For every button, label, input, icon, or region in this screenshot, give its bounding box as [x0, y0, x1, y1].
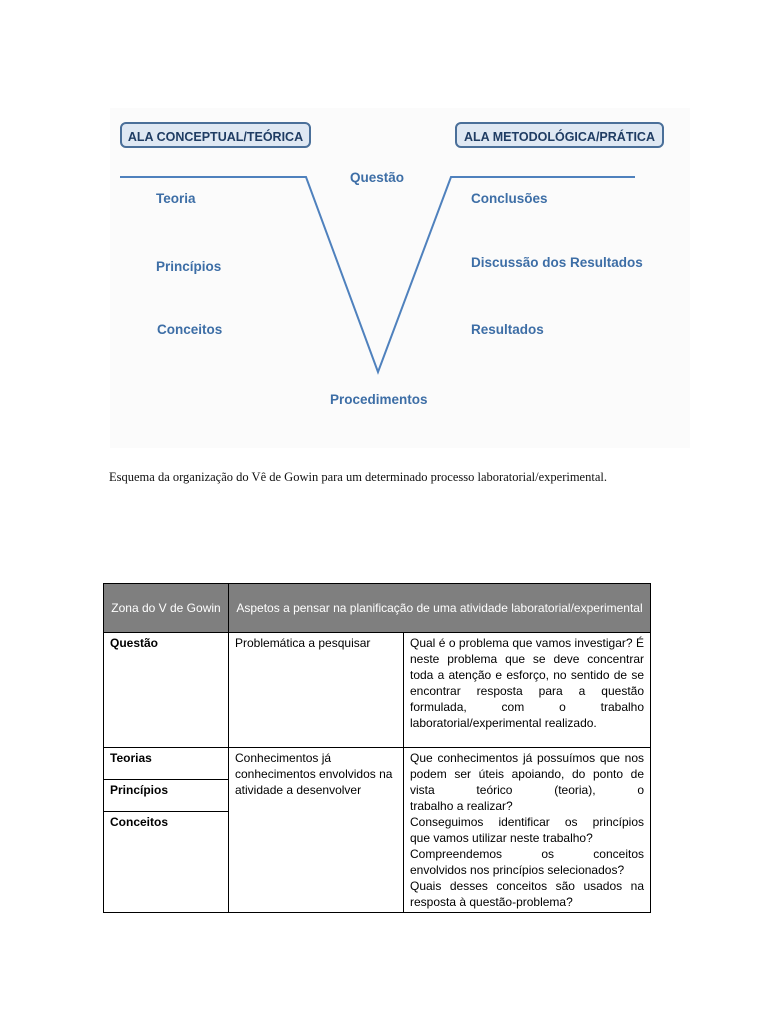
- right-item-discussion: Discussão dos Resultados: [471, 255, 643, 270]
- question-text: laboratorial/experimental realizado.: [410, 716, 597, 730]
- left-item-concepts: Conceitos: [157, 322, 223, 337]
- question-cell: [404, 633, 651, 748]
- figure-caption: Esquema da organização do Vê de Gowin para um determinado processo laboratorial/experimental.: [109, 470, 607, 484]
- zone-cell-question: Questão: [104, 633, 229, 748]
- question-text: envolvidos nos princípios selecionados?: [410, 863, 625, 877]
- table-header-row: [104, 584, 651, 633]
- zone-cell-theories: Teorias: [104, 748, 228, 780]
- question-text: Compreendemos os conceitos: [410, 847, 644, 861]
- zone-cell-concepts: Conceitos: [110, 815, 169, 829]
- aspect-cell: Problemática a pesquisar: [229, 633, 404, 748]
- gowin-planning-table: [103, 583, 651, 913]
- gowin-v-diagram: [110, 108, 690, 448]
- left-heading-box: ALA CONCEPTUAL/TEÓRICA: [120, 122, 311, 148]
- procedures-label: Procedimentos: [330, 392, 428, 407]
- question-text: Quais desses conceitos são usados na: [410, 879, 644, 893]
- question-text: Que conhecimentos já possuímos que nos podem ser úteis apoiando, do ponto de vista teórico (teoria), o: [410, 751, 644, 797]
- right-item-conclusions: Conclusões: [471, 191, 548, 206]
- question-text: Qual é o problema que vamos investigar? É neste problema que se deve concentrar toda a atenção e esforço, no sentido de se encontrar resposta para a questão formulada, com o trabalho: [410, 636, 644, 714]
- question-text: resposta à questão-problema?: [410, 895, 573, 909]
- table-row: [104, 748, 651, 913]
- header-zone: Zona do V de Gowin: [104, 584, 229, 633]
- question-cell: [404, 748, 651, 913]
- left-item-theory: Teoria: [156, 191, 196, 206]
- zone-cell-principles: Princípios: [104, 780, 228, 812]
- v-line: [120, 177, 635, 372]
- table-row: [104, 633, 651, 748]
- zone-cell-group: [104, 748, 229, 913]
- question-text: Conseguimos identificar os princípios: [410, 815, 644, 829]
- left-item-principles: Princípios: [156, 259, 222, 274]
- right-item-results: Resultados: [471, 322, 544, 337]
- question-text: trabalho a realizar?: [410, 799, 513, 813]
- header-aspects: Aspetos a pensar na planificação de uma atividade laboratorial/experimental: [229, 584, 651, 633]
- question-text: que vamos utilizar neste trabalho?: [410, 831, 593, 845]
- right-heading-box: ALA METODOLÓGICA/PRÁTICA: [455, 122, 664, 148]
- question-label: Questão: [350, 170, 405, 185]
- aspect-cell: Conhecimentos já conhecimentos envolvidos na atividade a desenvolver: [229, 748, 404, 913]
